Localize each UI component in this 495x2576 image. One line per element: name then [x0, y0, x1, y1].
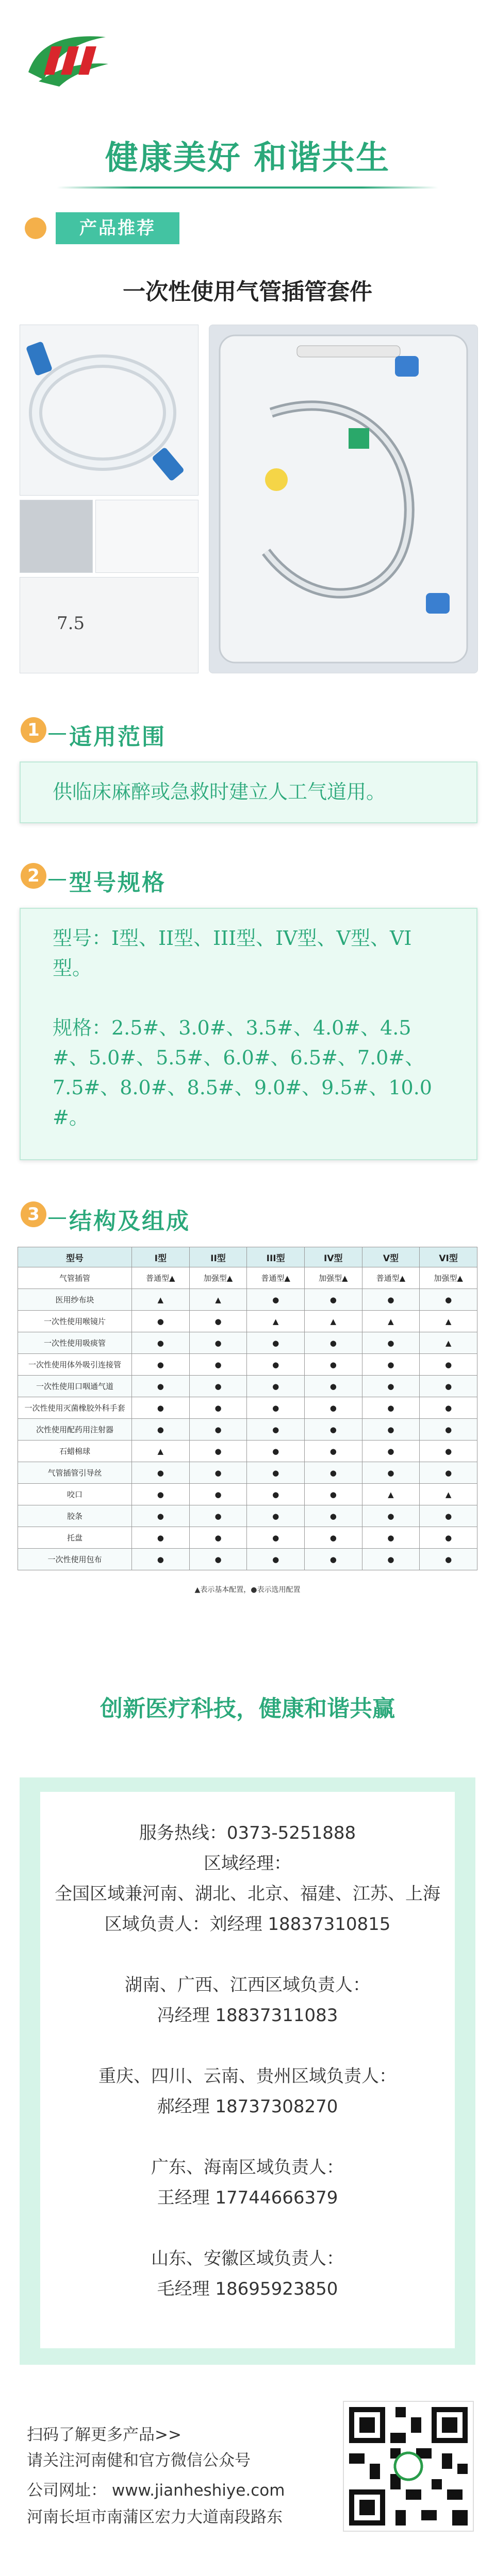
config-cell: ● [132, 1311, 190, 1332]
scope-box [20, 761, 477, 823]
table-row [18, 1354, 477, 1376]
config-cell: ● [189, 1332, 247, 1354]
config-cell: ● [362, 1354, 420, 1376]
table-row [18, 1397, 477, 1419]
table-header-type: I型 [132, 1247, 190, 1267]
component-name: 气管插管 [18, 1267, 132, 1289]
gauze-photo [95, 500, 199, 573]
config-cell: ● [247, 1397, 305, 1419]
config-cell: ● [247, 1505, 305, 1527]
config-cell: ● [304, 1549, 362, 1570]
config-cell: ● [189, 1311, 247, 1332]
table-row [18, 1440, 477, 1462]
component-name: 一次性使用体外吸引连接管 [18, 1354, 132, 1376]
contact-line: 山东、安徽区域负责人： [151, 2248, 344, 2269]
config-cell: ● [132, 1419, 190, 1440]
config-cell: ● [189, 1397, 247, 1419]
config-cell: ▲ [247, 1311, 305, 1332]
component-name: 次性使用配药用注射器 [18, 1419, 132, 1440]
glove-pack-photo [20, 500, 93, 573]
table-row [18, 1549, 477, 1570]
product-title: 一次性使用气管插管套件 [123, 279, 372, 305]
config-cell: ● [247, 1332, 305, 1354]
bullet-dot [25, 217, 46, 239]
bag-photo [20, 577, 199, 673]
table-row [18, 1462, 477, 1484]
config-cell: 加强型▲ [189, 1267, 247, 1289]
component-name: 托盘 [18, 1527, 132, 1549]
dash [48, 733, 66, 735]
config-cell: ● [132, 1332, 190, 1354]
scan-text: 扫码了解更多产品>> [27, 2426, 182, 2444]
config-cell: ● [189, 1462, 247, 1484]
component-name: 一次性使用口咽通气道 [18, 1376, 132, 1397]
config-cell: ● [247, 1484, 305, 1505]
config-cell: 加强型▲ [420, 1267, 477, 1289]
config-cell: ● [420, 1527, 477, 1549]
contact-line: 全国区域兼河南、湖北、北京、福建、江苏、上海 [55, 1884, 440, 1904]
config-cell: ● [189, 1484, 247, 1505]
config-cell: ● [362, 1376, 420, 1397]
component-name: 医用纱布块 [18, 1289, 132, 1311]
config-cell: 普通型▲ [247, 1267, 305, 1289]
website-text[interactable]: 公司网址： www.jianheshiye.com [27, 2481, 285, 2500]
config-cell: ● [304, 1440, 362, 1462]
config-cell: ● [420, 1549, 477, 1570]
config-cell: ● [304, 1462, 362, 1484]
config-cell: ● [132, 1462, 190, 1484]
config-cell: ● [247, 1440, 305, 1462]
follow-text: 请关注河南健和官方微信公众号 [27, 2451, 251, 2470]
config-cell: ▲ [420, 1332, 477, 1354]
table-header-type: II型 [189, 1247, 247, 1267]
config-cell: ▲ [362, 1311, 420, 1332]
table-row [18, 1267, 477, 1289]
config-cell: ▲ [132, 1289, 190, 1311]
divider [57, 187, 438, 189]
config-cell: ● [247, 1527, 305, 1549]
config-cell: ● [420, 1440, 477, 1462]
config-cell: 普通型▲ [362, 1267, 420, 1289]
config-cell: ● [132, 1549, 190, 1570]
section-2-title: 型号规格 [69, 870, 166, 896]
config-cell: ● [362, 1462, 420, 1484]
config-cell: ● [189, 1527, 247, 1549]
composition-table [18, 1247, 477, 1570]
dash [48, 1217, 66, 1219]
product-tag: 产品推荐 [56, 212, 179, 244]
header-slogan: 健康美好 和谐共生 [105, 139, 390, 177]
table-header-model: 型号 [18, 1247, 132, 1267]
tubing-photo [20, 325, 199, 496]
config-cell: ● [247, 1289, 305, 1311]
config-cell: ● [362, 1527, 420, 1549]
bag-size-label: 7.5 [57, 613, 85, 634]
component-name: 一次性使用包布 [18, 1549, 132, 1570]
spec-box [20, 908, 477, 1160]
contact-line: 区域经理： [204, 1853, 291, 1874]
table-row [18, 1332, 477, 1354]
spec-line: 规格：2.5#、3.0#、3.5#、4.0#、4.5 [53, 1016, 411, 1039]
config-cell: ● [420, 1289, 477, 1311]
component-name: 胶条 [18, 1505, 132, 1527]
contact-line: 服务热线：0373-5251888 [139, 1823, 356, 1843]
table-header-type: VI型 [420, 1247, 477, 1267]
config-cell: ▲ [304, 1311, 362, 1332]
config-cell: ● [362, 1505, 420, 1527]
section-1-number: 1 [21, 717, 46, 743]
config-cell: ● [304, 1527, 362, 1549]
contact-line: 郝经理 18737308270 [157, 2096, 338, 2117]
config-cell: ● [189, 1419, 247, 1440]
config-cell: ● [247, 1354, 305, 1376]
config-cell: ● [304, 1332, 362, 1354]
table-row [18, 1419, 477, 1440]
footer-slogan: 创新医疗科技，健康和谐共赢 [100, 1696, 395, 1722]
contact-line: 王经理 17744666379 [157, 2188, 338, 2208]
config-cell: ● [304, 1376, 362, 1397]
config-cell: ● [362, 1289, 420, 1311]
config-cell: ● [304, 1289, 362, 1311]
config-cell: ● [420, 1462, 477, 1484]
config-cell: ● [304, 1505, 362, 1527]
table-header-type: III型 [247, 1247, 305, 1267]
section-3-title: 结构及组成 [69, 1208, 190, 1234]
config-cell: ● [420, 1397, 477, 1419]
spec-line: #、5.0#、5.5#、6.0#、6.5#、7.0#、 [53, 1046, 425, 1069]
config-cell: ● [420, 1505, 477, 1527]
config-cell: 普通型▲ [132, 1267, 190, 1289]
contact-line: 区域负责人：刘经理 18837310815 [104, 1914, 391, 1935]
table-note: ▲表示基本配置，●表示选用配置 [194, 1586, 301, 1594]
config-cell: ● [362, 1332, 420, 1354]
section-3-number: 3 [21, 1201, 46, 1227]
config-cell: ● [189, 1376, 247, 1397]
table-row [18, 1527, 477, 1549]
component-name: 石蜡棉球 [18, 1440, 132, 1462]
config-cell: ● [420, 1376, 477, 1397]
table-row [18, 1289, 477, 1311]
component-name: 一次性使用喉镜片 [18, 1311, 132, 1332]
spec-line: 型号：I型、II型、III型、IV型、V型、VI [53, 927, 412, 950]
table-header-type: IV型 [304, 1247, 362, 1267]
scope-text: 供临床麻醉或急救时建立人工气道用。 [53, 781, 386, 803]
table-row [18, 1505, 477, 1527]
component-name: 一次性使用吸痰管 [18, 1332, 132, 1354]
contact-line: 重庆、四川、云南、贵州区域负责人： [98, 2066, 397, 2087]
contact-line: 冯经理 18837311083 [157, 2005, 338, 2026]
config-cell: ● [362, 1397, 420, 1419]
config-cell: ▲ [132, 1440, 190, 1462]
config-cell: ● [132, 1354, 190, 1376]
config-cell: 加强型▲ [304, 1267, 362, 1289]
config-cell: ● [420, 1419, 477, 1440]
config-cell: ● [304, 1354, 362, 1376]
dash [48, 879, 66, 880]
config-cell: ▲ [189, 1289, 247, 1311]
config-cell: ● [362, 1549, 420, 1570]
config-cell: ● [247, 1462, 305, 1484]
config-cell: ● [304, 1484, 362, 1505]
component-name: 气管插管引导丝 [18, 1462, 132, 1484]
config-cell: ● [189, 1440, 247, 1462]
config-cell: ● [420, 1354, 477, 1376]
config-cell: ● [132, 1397, 190, 1419]
config-cell: ● [247, 1549, 305, 1570]
config-cell: ● [132, 1527, 190, 1549]
config-cell: ● [247, 1419, 305, 1440]
contact-line: 湖南、广西、江西区域负责人： [125, 1975, 370, 1995]
component-name: 一次性使用灭菌橡胶外科手套 [18, 1397, 132, 1419]
contact-line: 广东、海南区域负责人： [151, 2157, 344, 2178]
config-cell: ● [362, 1419, 420, 1440]
spec-line: 型。 [53, 957, 92, 979]
table-row [18, 1376, 477, 1397]
config-cell: ▲ [420, 1484, 477, 1505]
spec-line: #。 [53, 1106, 89, 1129]
table-header-type: V型 [362, 1247, 420, 1267]
table-row [18, 1311, 477, 1332]
address-text: 河南长垣市南蒲区宏力大道南段路东 [27, 2508, 283, 2527]
section-1-title: 适用范围 [69, 724, 166, 750]
config-cell: ● [304, 1397, 362, 1419]
config-cell: ● [132, 1505, 190, 1527]
config-cell: ● [189, 1549, 247, 1570]
component-name: 咬口 [18, 1484, 132, 1505]
config-cell: ● [362, 1440, 420, 1462]
section-2-number: 2 [21, 863, 46, 889]
table-row [18, 1484, 477, 1505]
spec-line: 7.5#、8.0#、8.5#、9.0#、9.5#、10.0 [53, 1076, 432, 1099]
leaf-logo [23, 31, 111, 88]
config-cell: ● [189, 1505, 247, 1527]
config-cell: ● [304, 1419, 362, 1440]
config-cell: ▲ [362, 1484, 420, 1505]
config-cell: ● [247, 1376, 305, 1397]
qr-code-icon[interactable] [343, 2401, 474, 2532]
config-cell: ● [132, 1376, 190, 1397]
kit-tray-photo [209, 325, 478, 673]
config-cell: ▲ [420, 1311, 477, 1332]
config-cell: ● [132, 1484, 190, 1505]
contact-line: 毛经理 18695923850 [157, 2279, 338, 2299]
config-cell: ● [189, 1354, 247, 1376]
